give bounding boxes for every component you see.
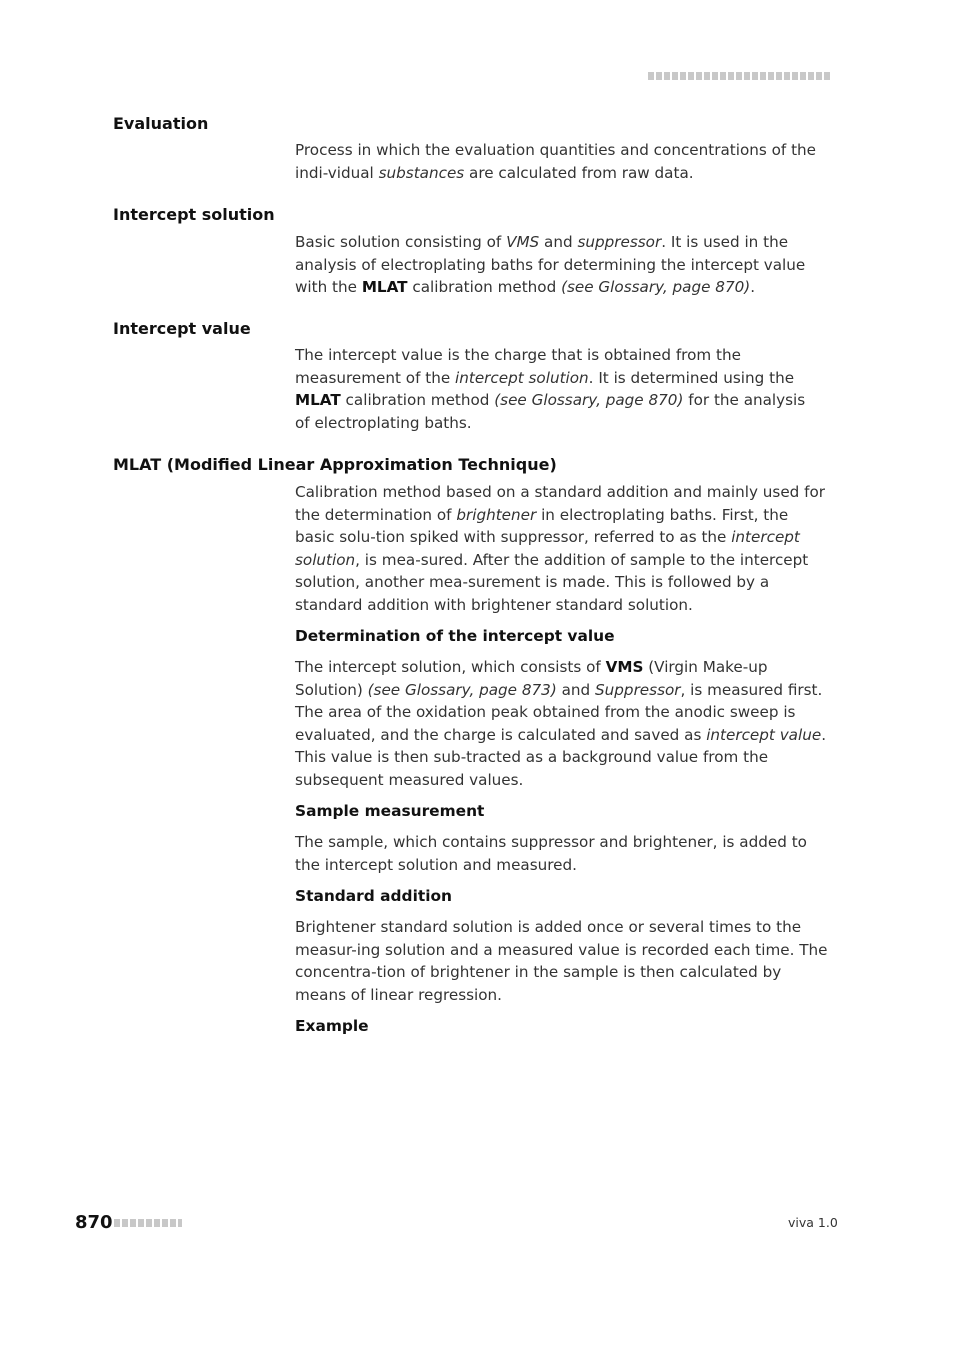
determination-text: The intercept solution, which consists of VMS (Virgin Make-up Solution) (see Glossary, page 873) and Suppressor, is measured first. The area of the oxidation peak obtained from the anodic sweep is evaluated, and the charge is calculated and saved as intercept value. This value is then sub-tracted as a background value from the subsequent measured values. <box>295 658 827 789</box>
term-intercept-solution: Intercept solution <box>113 205 275 224</box>
definition-intercept-solution <box>295 231 831 299</box>
footer-decoration <box>114 1219 182 1227</box>
heading-sample: Sample measurement <box>295 802 485 820</box>
product-version: viva 1.0 <box>788 1215 838 1230</box>
sample-text: The sample, which contains suppressor and brightener, is added to the intercept solution and measured. <box>295 833 807 874</box>
header-decoration <box>648 72 830 80</box>
definition-text: Process in which the evaluation quantities and concentrations of the indi-vidual substances are calculated from raw data. <box>295 141 816 182</box>
term-mlat: MLAT (Modified Linear Approximation Technique) <box>113 455 557 474</box>
definition-text: The intercept value is the charge that is obtained from the measurement of the intercept solution. It is determined using the MLAT calibration method (see Glossary, page 870) for the analysis of electroplating baths. <box>295 346 806 432</box>
definition-text: Basic solution consisting of VMS and suppressor. It is used in the analysis of electroplating baths for determining the intercept value with the MLAT calibration method (see Glossary, page 870). <box>295 233 806 296</box>
definition-intercept-value <box>295 344 820 434</box>
heading-example: Example <box>295 1017 369 1035</box>
term-intercept-value: Intercept value <box>113 319 251 338</box>
definition-mlat <box>295 481 831 1036</box>
page-number: 870 <box>75 1212 113 1233</box>
standard-text: Brightener standard solution is added once or several times to the measur-ing solution and a measured value is recorded each time. The concentra-tion of brightener in the sample is then calculated by means of linear regression. <box>295 918 828 1004</box>
mlat-intro: Calibration method based on a standard addition and mainly used for the determination of brightener in electroplating baths. First, the basic solu-tion spiked with suppressor, referred to as the intercept solution, is mea-sured. After the addition of sample to the intercept solution, another mea-surement is made. This is followed by a standard addition with brightener standard solution. <box>295 483 826 614</box>
heading-determination: Determination of the intercept value <box>295 627 615 645</box>
definition-evaluation <box>295 139 831 184</box>
term-evaluation: Evaluation <box>113 114 209 133</box>
heading-standard: Standard addition <box>295 887 453 905</box>
